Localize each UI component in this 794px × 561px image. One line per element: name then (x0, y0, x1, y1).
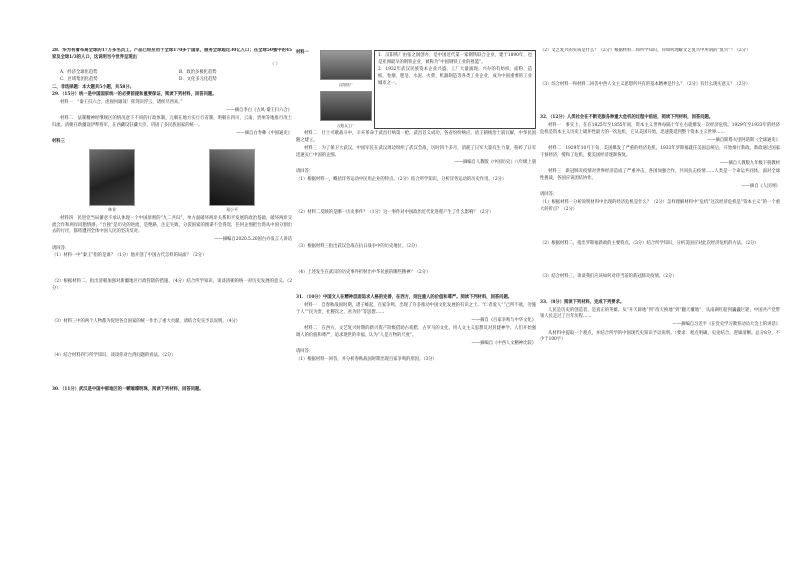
q33-material: 人民是历史的创造者，是真正的英雄。从“开天辟地”到“改天换地”到“翻天覆地”，从南湖红船到巍巍巨轮，中国共产党带领人民走过了百年历程…… (540, 307, 780, 320)
q30-material-3: 材料三 为了保卫大武汉，中国军民在武汉周边组织了武汉会战，历时四个多月，消耗了日军大量有生力量，粉碎了日军迅速灭亡中国的企图。 (296, 145, 536, 158)
q30-ask: 请回答： (296, 168, 314, 174)
q31-material-1: 材料一 自春秋战国时期，诸子蜂起，百家争鸣，出现了许多推动中国文化发展的有识之士。“仁者爱人”“己所不欲，勿施于人”“民为贵，社稷次之，君为轻”等思想…… (296, 303, 536, 315)
q32-sub-2: （2）根据材料二，指出罗斯福新政的主要特点。（3分）结合所学知识，分析美国应对此次经济危机的方法。（2分） (540, 240, 759, 246)
lincoln-photo (89, 149, 135, 206)
column-middle (296, 48, 536, 553)
question-31-stem: 31．（10分）中国文人在精神层面追求人格的完善，在西方，则注重人的价值和尊严。阅读下列材料，回答问题。 (296, 295, 513, 301)
q33-requirement: 从材料中提取一个观点，并结合所学的中国现代史知识予以说明。（要求：观点明确，史论结合，逻辑清晰。总分8分，不少于100字） (540, 330, 780, 343)
answer-space[interactable] (540, 282, 780, 300)
q29-material-1: 材料一 “秦王扫六合，虎视何雄哉！挥剑决浮云，诸侯尽西来。” (60, 99, 183, 105)
photo-caption-2: 汉阳兵工厂 (337, 123, 355, 128)
answer-space[interactable] (52, 293, 292, 319)
q32-material-1-source: ——摘自斯塔夫里阿诺斯《全球通史》 (706, 137, 780, 143)
answer-paren[interactable]: （ ） (270, 62, 280, 68)
q29-sub-4: （4）结合材料四与所学知识，谈谈你对台湾问题的看法。（2分） (52, 353, 176, 359)
answer-space[interactable] (52, 361, 292, 387)
option-a[interactable]: A．经济全球化趋势 (60, 70, 98, 76)
q31-material-2-source: ——摘编自《中西人文精神比较》 (471, 340, 536, 346)
q31-sub-3: （3）综合材料一和材料二回答中西人文主义思想所共有的基本精神是什么？（2分）有什么现实意义？（2分） (540, 81, 751, 87)
answer-space[interactable] (296, 252, 536, 270)
answer-space[interactable] (296, 218, 536, 244)
q31-material-1-source: ——摘自《百家争鸣与中华文化》 (471, 317, 536, 323)
q32-material-3: 材料三 新冠肺炎疫情对世界经济造成了严重冲击，各国加强合作，共同抗击疫情……人类是一个命运共同体，面对全球性挑战，各国应该团结协作。 (540, 169, 780, 182)
q32-material-2: 材料二 1929年10月下旬，美国爆发了严重的经济危机。1933年罗斯福就任美国总统后，开始推行新政。新政通过国家干预经济，缓和了危机，使美国经济逐渐恢复。 (540, 146, 780, 158)
column-right (540, 48, 780, 553)
box-item-2: 2．1932年武汉民族资本企业兴盛，工厂大量涌现，兴办的有纺织、面粉、造纸、卷烟、肥皂、水泥、火柴、机器制造等各类工业企业，成为中国重要的工业城市之一。 (378, 67, 532, 86)
answer-space[interactable] (296, 277, 536, 295)
hanyang-arsenal-photo (320, 91, 372, 121)
lincoln-caption: 林肯 (108, 207, 116, 213)
answer-space[interactable] (52, 261, 292, 279)
q29-material-3-label: 材料三 (52, 139, 65, 145)
portrait-lincoln (88, 149, 136, 214)
q29-material-2: 材料二 法制精神经继统区的情况意下不同的行政体制。元朝在地方实行行省制，明朝在四川、云南、贵州等地推行改土归流。清朝在新疆设伊犁将军，在西藏设驻藏大臣，巩固了多民族国家的统一。 (52, 116, 292, 129)
q31-sub-1: （1）根据材料一回答，并分析春秋战国时期出现百家争鸣的原因。（3分） (296, 357, 437, 363)
answer-space[interactable] (540, 89, 780, 115)
q32-ask: 请回答： (540, 192, 558, 198)
q30-material-2: 材料二 壮士可歌战斗中，辛亥革命于武昌打响第一枪，武昌首义成功，各省纷纷响应，清王朝统治土崩瓦解，中华民国随之建立。 (296, 131, 536, 144)
question-30-stem: 30．（11分）武汉是中国中部地区的一颗璀璨明珠，阅读下列材料，回答问题。 (52, 386, 204, 392)
option-c[interactable]: C．区域集团化趋势 (60, 76, 98, 82)
answer-space[interactable] (540, 56, 780, 82)
question-28-stem: 28．华为有着布局全球的17万多名员工，产品已经应用于全球170多个国家，服务全球超过30亿人口；在全球50强中的45家及全球1/3的人口，这说明当今世界呈现出 (52, 48, 292, 60)
q29-sub-2: （2）根据材料二，指出清朝加强对新疆地区行政管辖的措施，（4分）结合所学知识，谈谈清朝的统一对历史发展的意义。（2分） (52, 279, 292, 291)
portraits-row (52, 149, 292, 214)
question-29-stem: 29．（15分）统一是中国国家统一的必要前提和重要保证，阅读下列材料，回答问题。 (52, 92, 217, 98)
answer-space[interactable] (540, 248, 780, 274)
photo-caption-1: 汉阳铁厂 (339, 83, 353, 87)
q30-sub-3: （3）根据材料三指出武汉会战在抗日战争中的历史地位。（2分） (296, 244, 420, 250)
q30-material-1-label: 材料一 (296, 50, 309, 55)
q29-sub-3: （3）材料三中的两个人物都为促进各自国家的统一作出了重大贡献，请结合史实予以说明。（4分） (52, 319, 241, 325)
q30-sub-2: （2）材料二反映的是哪一历史事件？（1分）这一事件对中国政治近代化进程产生了什么影响？（2分） (296, 210, 494, 216)
question-32-stem: 32．（12分）人类社会在不断克服各种重大危机的过程中前进，阅读下列材料，回答问题。 (540, 115, 714, 121)
deng-caption: 邓小平 (226, 207, 238, 213)
question-28-options (60, 70, 292, 83)
portrait-deng (208, 149, 256, 214)
q29-material-4: 材料四 民进党当局蓄意不承认体现一个中国原则的“九二共识”，单方面破坏两岸关系和平发展的政治基础，破坏两岸交流合作和两岸同胞情感，“台独”是历史的逆流，是绝路，注定失败，分裂国家的图谋不会得逞，任何企图把台湾从中国分割出去的行径，都将遭到全体中国人民的坚决反对。 (52, 215, 292, 235)
answer-space[interactable] (52, 327, 292, 353)
q33-material-source: ——摘编自习近平《在党史学习教育动员大会上的讲话》 (672, 322, 780, 328)
answer-space[interactable] (296, 184, 536, 210)
q29-ask: 请回答： (52, 245, 70, 251)
q30-sub-4: （4）上述发生在武汉的历史事件折射出中华民族的哪些精神？（2分） (296, 269, 431, 275)
q32-material-3-source: ——摘自《人民网》 (741, 183, 780, 189)
q32-sub-3: （3）结合材料三，谈谈我们应该如何对待当前的新冠肺炎疫情。（2分） (540, 274, 677, 280)
q32-material-1: 材料一 事实上，在在1825年至1855年间，资本主义世界每隔十年左右就爆发一次经济危机。1929年至1933年的经济危机是资本主义历史上破坏性最大的一次危机，它从美国开始，迅速蔓延到整个资本主义世界…… (540, 123, 780, 135)
option-b[interactable]: B．政治多极化趋势 (179, 70, 217, 76)
q30-material-1 (296, 50, 536, 129)
option-d[interactable]: D．文化多元化趋势 (179, 76, 217, 82)
q29-sub-1: （1）材料一中“秦王”指的是谁？（1分）他开创了中国古代怎样的局面？（2分） (52, 253, 207, 259)
hanyang-ironworks-photo (320, 50, 372, 80)
q29-material-1-source: ——摘自李白《古风·秦王扫六合》 (226, 107, 292, 113)
q31-sub-2: （2）文艺复兴的实质是什么？（2分）根据材料二和所学知识，你如何理解文艺复兴中所谓的“复兴”？（2分） (540, 48, 751, 53)
column-left (52, 48, 292, 553)
box-item-1: 1．汉阳铁厂由张之洞创办，是中国近代第一家钢铁联合企业，建于1890年，也是亚洲最早的钢铁企业，被称为“中国钢铁工业的摇篮”。 (378, 53, 532, 65)
q31-material-2: 材料二 在西方，文艺复兴时期的新兴资产阶级借助古希腊、古罗马的文化，用人文主义思想反对封建神学。人们开始强调人的价值和尊严，追求现世的幸福，认为“人是万物的尺度”。 (296, 326, 536, 338)
deng-photo (209, 149, 255, 206)
q30-sub-1: （1）根据材料一，概括洋务运动中民用企业的特点。（2分）结合所学知识，分析洋务运动的历史作用。（2分） (296, 176, 507, 182)
q30-material-3-source: ——摘编自人教版《中国历史》八年级上册 (454, 160, 536, 166)
q32-material-2-source: ——摘自人教版九年级下册教材 (719, 160, 780, 166)
q29-material-2-source: ——摘自白寿彝《中国通史》 (236, 130, 292, 136)
q32-sub-1: （1）根据材料一分析说明材料中出现的经济危机是什么？（2分）怎样理解材料中“危机”这次经济危机是“资本主义”的一个重大转折点？（2分） (540, 200, 780, 212)
answer-space[interactable] (540, 215, 780, 241)
q31-ask: 请回答： (296, 349, 314, 355)
q30-material-1-box (374, 50, 536, 129)
part-2-heading: 二、非选择题：本大题共5小题，共58分。 (52, 84, 135, 90)
question-33-stem: 33．（8分）阅读下列材料，完成下列要求。 (540, 299, 625, 305)
q29-material-4-source: ——摘编自2020.5.20国台办发言人讲话 (214, 236, 292, 242)
q30-photos (320, 50, 372, 129)
